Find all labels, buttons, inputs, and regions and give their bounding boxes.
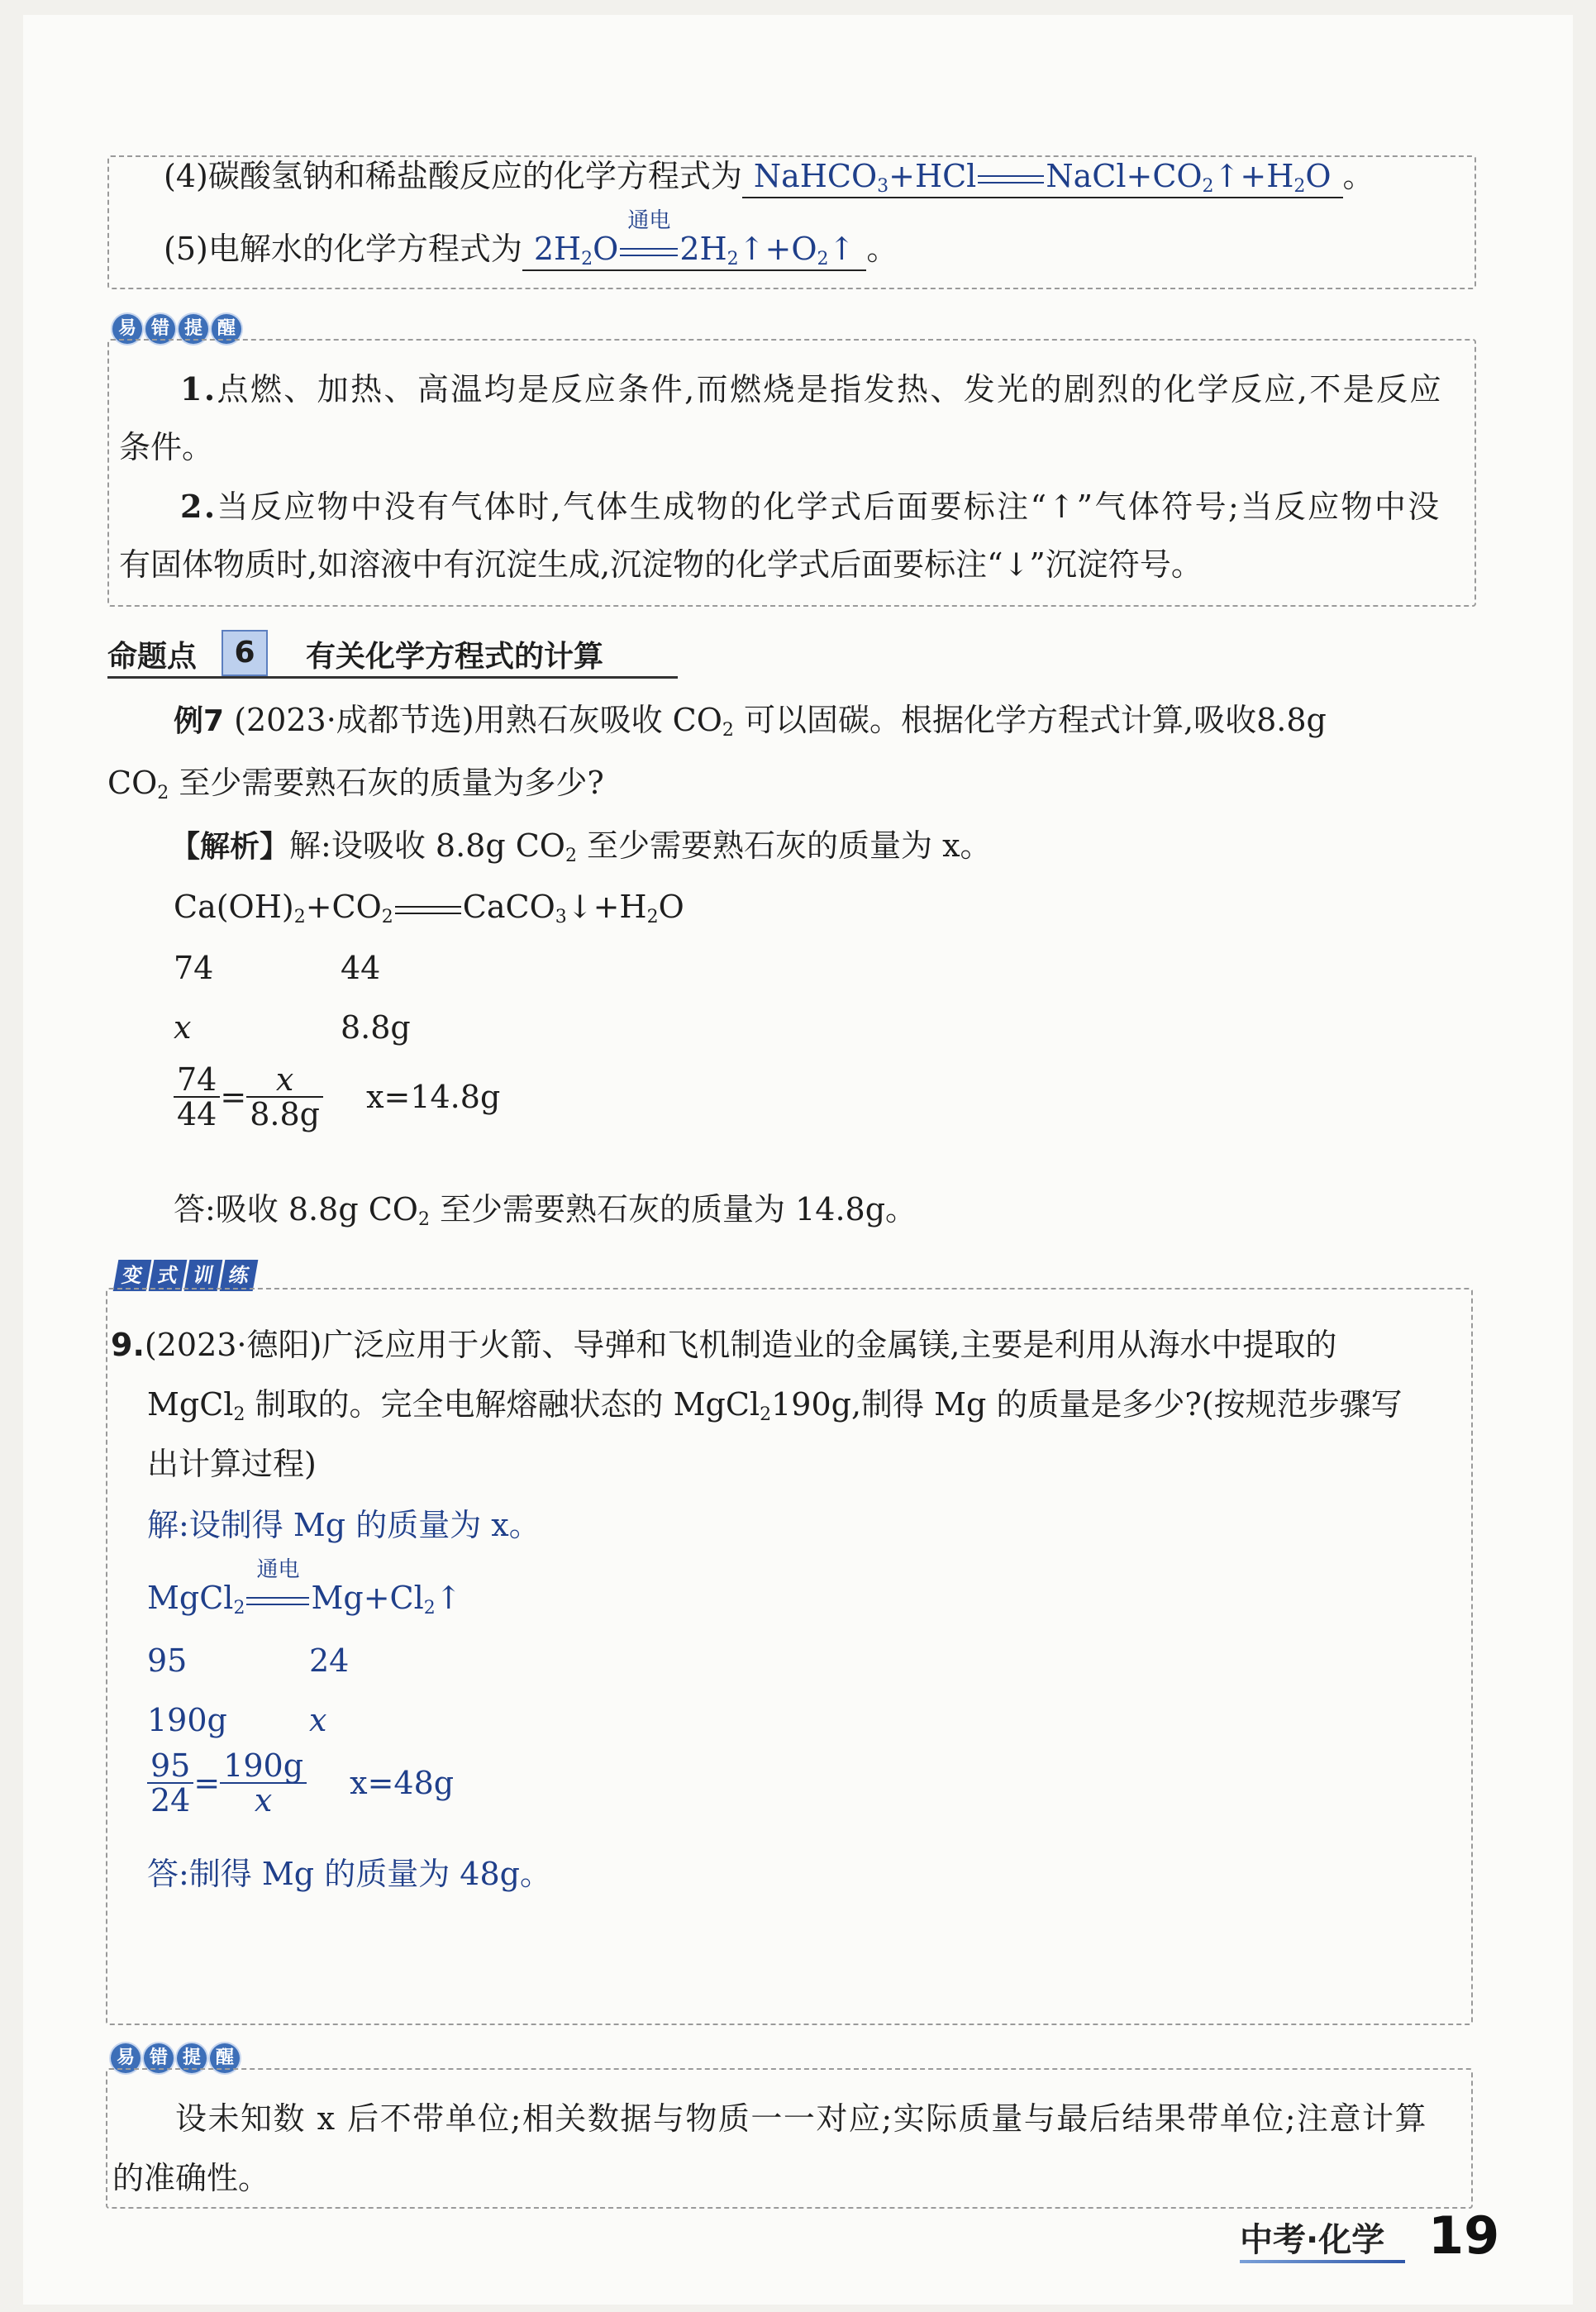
practice-row2b: x [309,1702,327,1738]
footer-label: 中考·化学 [1240,2221,1385,2259]
example-result: x=14.8g [366,1079,501,1115]
q4-line: (4)碳酸氢钠和稀盐酸反应的化学方程式为 NaHCO$_3$+HCl $NaCl+CO_2↑+H_2O$ 。 [164,155,1374,198]
q4-answer: NaHCO$_3$+HCl $NaCl+CO_2↑+H_2O$ [742,155,1343,198]
section-number: 6 [222,630,268,676]
tip1-item2-line1: 2.当反应物中没有气体时,气体生成物的化学式后面要标注“↑”气体符号;当反应物中没 [180,488,1441,525]
tip1-badge: 易 错 提 醒 [112,314,241,344]
page [23,15,1573,2305]
example-tag: 例7 [174,704,225,738]
tip1-item1-line1: 1.点燃、加热、高温均是反应条件,而燃烧是指发热、发光的剧烈的化学反应,不是反应 [180,370,1443,408]
example-line1: 例7 (2023·成都节选)用熟石灰吸收 $CO_2$ 可以固碳。根据化学方程式计算,吸收8.8g [174,702,1327,741]
tip2-badge: 易 错 提 醒 [111,2043,240,2073]
example-ratio-row2: x [174,1009,192,1046]
example-ratio-row2b: 8.8g [341,1009,411,1046]
practice-row2a: 190g [147,1702,227,1738]
q5-answer: $2H_2O$ 通电 $2H_2↑+O_2↑$ [522,228,867,271]
tip1-item1-line2: 条件。 [119,429,214,465]
example-ratio-row1b: 44 [341,950,381,986]
q5-line: (5)电解水的化学方程式为 $2H_2O$ 通电 $2H_2↑+O_2↑$ 。 [164,208,898,269]
q4-prefix: (4)碳酸氢钠和稀盐酸反应的化学方程式为 [164,158,742,194]
practice-row1b: 24 [309,1642,350,1679]
section-title: 有关化学方程式的计算 [306,640,604,674]
footer-underline [1240,2260,1405,2263]
analysis-line: 【解析】解:设吸收 8.8g $CO_2$ 至少需要熟石灰的质量为 x。 [170,827,992,866]
analysis-tag: 【解析】 [170,830,290,864]
tip2-line2: 的准确性。 [112,2160,270,2196]
practice-badge: 变 式 训 练 [116,1260,255,1291]
practice-sol1: 解:设制得 Mg 的质量为 x。 [147,1507,541,1543]
tip1-item2-line2: 有固体物质时,如溶液中有沉淀生成,沉淀物的化学式后面要标注“↓”沉淀符号。 [119,546,1203,583]
practice-proportion: $\frac{95}{24}$ = $\frac{190g}{x}$ x=48g [147,1749,454,1817]
example-ratio-row1: 74 [174,950,214,986]
practice-q-line3: 出计算过程) [147,1446,317,1482]
example-proportion: $\frac{74}{44}$ = $\frac{x}{8.8g}$ x=14.8g [174,1063,500,1131]
example-equation: $Ca(OH)_2+CO_2$ $CaCO_3↓+H_2O$ [174,889,684,927]
section-label: 命题点 [107,640,198,674]
practice-equation: MgCl$_2$ 通电 $Mg+Cl_2↑$ [147,1557,462,1618]
section-heading [107,630,678,679]
q5-prefix: (5)电解水的化学方程式为 [164,231,522,267]
tip2-line1: 设未知数 x 后不带单位;相关数据与物质一一对应;实际质量与最后结果带单位;注意计算 [175,2100,1428,2137]
practice-row1a: 95 [147,1642,188,1679]
example-answer: 答:吸收 8.8g $CO_2$ 至少需要熟石灰的质量为 14.8g。 [174,1191,917,1230]
practice-answer: 答:制得 Mg 的质量为 48g。 [147,1856,551,1892]
page-number: 19 [1428,2205,1500,2266]
example-line2: $CO_2$ 至少需要熟石灰的质量为多少? [107,765,604,803]
practice-q-line1: 9.(2023·德阳)广泛应用于火箭、导弹和飞机制造业的金属镁,主要是利用从海水中提取的 [111,1327,1337,1363]
practice-q-line2: MgCl$_2$ 制取的。完全电解熔融状态的 MgCl$_2$190g,制得 Mg 的质量是多少?(按规范步骤写 [147,1386,1403,1425]
practice-result: x=48g [350,1765,455,1801]
